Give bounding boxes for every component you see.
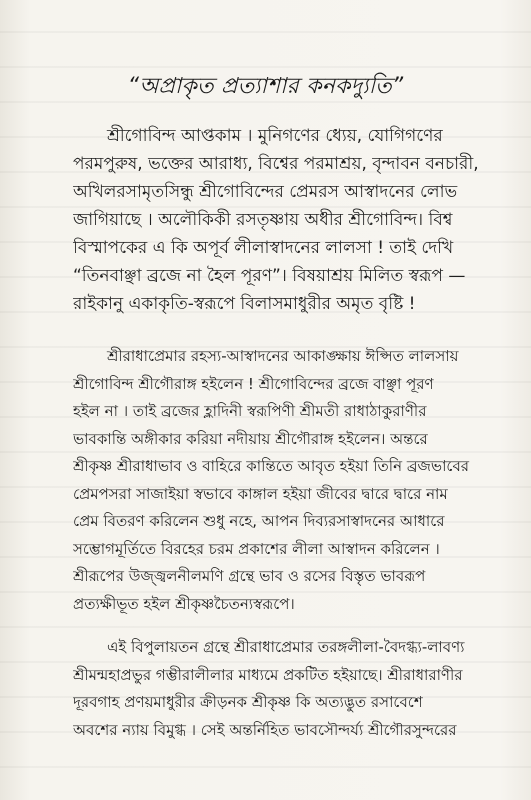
text-line: শ্রীকৃষ্ণ শ্রীরাধাভাব ও বাহিরে কান্তিতে আবৃত হইয়া তিনি ব্রজভাবের <box>73 457 470 475</box>
text-line: অবশের ন্যায় বিমুগ্ধ । সেই অন্তর্নিহিত ভাবসৌন্দর্য্য শ্রীগৌরসুন্দরের <box>73 720 457 739</box>
text-line: জাগিয়াছে । অলৌকিকী রসতৃষ্ণায় অধীর শ্রীগোবিন্দ। বিশ্ব <box>73 210 453 230</box>
text-line: অখিলরসামৃতসিন্ধু শ্রীগোবিন্দের প্রেমরস আস্বাদনের লোভ <box>73 182 458 202</box>
text-line: সম্ভোগমূর্তিতে বিরহের চরম প্রকাশের লীলা আস্বাদন করিলেন । <box>73 539 440 558</box>
text-line: রাইকানু একাকৃতি-স্বরূপে বিলাসমাধুরীর অমৃত বৃষ্টি ! <box>73 294 416 314</box>
text-line: শ্রীগোবিন্দ শ্রীগৌরাঙ্গ হইলেন ! শ্রীগোবিন্দের ব্রজে বাঞ্ছা পূরণ <box>73 374 434 393</box>
text-line: পরমপুরুষ, ভক্তের আরাধ্য, বিশ্বের পরমাশ্রয়, বৃন্দাবন বনচারী, <box>73 154 479 174</box>
paragraph-3 <box>73 634 505 744</box>
text-line: প্রেম বিতরণ করিলেন শুধু নহে, আপন দিব্যরসাস্বাদনের আধারে <box>73 512 445 530</box>
text-line: হইল না । তাই ব্রজের হ্লাদিনী স্বরূপিণী শ্রীমতী রাধাঠাকুরাণীর <box>73 402 427 420</box>
paragraph-2 <box>73 343 505 618</box>
text-line: ভাবকান্তি অঙ্গীকার করিয়া নদীয়ায় শ্রীগৌরাঙ্গ হইলেন। অন্তরে <box>73 429 428 448</box>
text-line: প্রত্যক্ষীভূত হইল শ্রীকৃষ্ণচৈতন্যস্বরূপে। <box>73 594 295 613</box>
text-line: “তিনবাঞ্ছা ব্রজে না হৈল পূরণ”। বিষয়াশ্রয় মিলিত স্বরূপ — <box>73 266 466 286</box>
paragraph-1 <box>73 122 505 318</box>
text-line: শ্রীগোবিন্দ আপ্তকাম । মুনিগণের ধ্যেয়, যোগিগণের <box>107 126 443 146</box>
text-line: বিস্মাপকের এ কি অপূর্ব লীলাস্বাদনের লালসা ! তাই দেখি <box>73 238 454 258</box>
text-line: শ্রীরূপের উজ্জ্বলনীলমণি গ্রন্থে ভাব ও রসের বিস্তৃত ভাবরূপ <box>73 567 426 585</box>
text-line: দূরবগাহ প্রণয়মাধুরীর ক্রীড়নক শ্রীকৃষ্ণ কি অত্যদ্ভুত রসাবেশে <box>73 693 423 711</box>
chapter-title: “অপ্রাকৃত প্রত্যাশার কনকদ্যুতি” <box>127 74 404 99</box>
text-line: এই বিপুলায়তন গ্রন্থে শ্রীরাধাপ্রেমার তরঙ্গলীলা-বৈদগ্ধ্য-লাবণ্য <box>107 638 465 656</box>
text-line: শ্রীরাধাপ্রেমার রহস্য-আস্বাদনের আকাঙ্ক্ষায় ঈপ্সিত লালসায় <box>107 347 459 365</box>
text-line: প্রেমপসরা সাজাইয়া স্বভাবে কাঙ্গাল হইয়া জীবের দ্বারে দ্বারে নাম <box>73 484 448 503</box>
text-line: শ্রীমন্মহাপ্রভুর গম্ভীরালীলার মাধ্যমে প্রকটিত হইয়াছে। শ্রীরাধারাণীর <box>73 665 463 684</box>
